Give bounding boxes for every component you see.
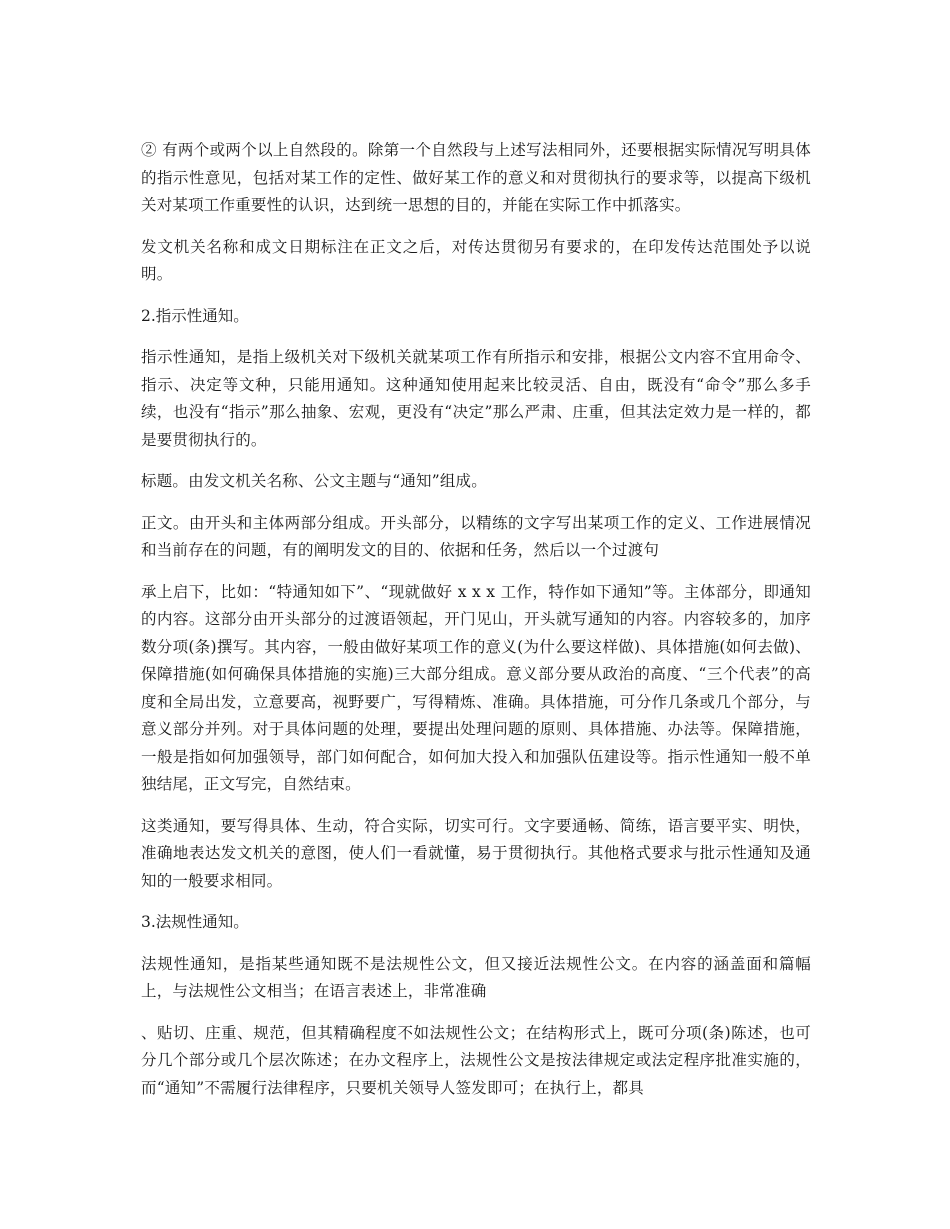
paragraph-regulatory-notice-definition: 法规性通知，是指某些通知既不是法规性公文，但又接近法规性公文。在内容的涵盖面和篇幅上，与法规性公文相当；在语言表述上，非常准确 <box>141 954 811 1000</box>
paragraph-regulatory-notice-continued: 、贴切、庄重、规范，但其精确程度不如法规性公文；在结构形式上，既可分项(条)陈述，也可分几个部分或几个层次陈述；在办文程序上，法规性公文是按法律规定或法定程序批准实施的，而“通知”不需履行法律程序，只要机关领导人签发即可；在执行上，都具 <box>141 1023 811 1097</box>
paragraph-body-opening: 正文。由开头和主体两部分组成。开头部分，以精练的文字写出某项工作的定义、工作进展情况和当前存在的问题，有的阐明发文的目的、依据和任务，然后以一个过渡句 <box>141 513 811 559</box>
paragraph-title-rule: 标题。由发文机关名称、公文主题与“通知”组成。 <box>141 472 487 490</box>
paragraph-multi-paragraph-rule: ② 有两个或两个以上自然段的。除第一个自然段与上述写法相同外，还要根据实际情况写明具体的指示性意见，包括对某工作的定性、做好某工作的意义和对贯彻执行的要求等，以提高下级机关对某项工作重要性的认识，达到统一思想的目的，并能在实际工作中抓落实。 <box>141 141 811 214</box>
section-heading-directive-notice: 2.指示性通知。 <box>141 306 249 325</box>
document-body <box>141 137 811 1116</box>
paragraph-body-main: 承上启下，比如：“特通知如下”、“现就做好 x x x 工作，特作如下通知”等。主体部分，即通知的内容。这部分由开头部分的过渡语领起，开门见山，开头就写通知的内容。内容较多的，加序数分项(条)撰写。其内容，一般由做好某项工作的意义(为什么要这样做)、具体措施(如何去做)、保障措施(如何确保具体措施的实施)三大部分组成。意义部分要从政治的高度、“三个代表”的高度和全局出发，立意要高，视野要广，写得精炼、准确。具体措施，可分作几条或几个部分，与意义部分并列。对于具体问题的处理，要提出处理问题的原则、具体措施、办法等。保障措施，一般是指如何加强领导，部门如何配合，如何加大投入和加强队伍建设等。指示性通知一般不单独结尾，正文写完，自然结束。 <box>141 582 811 793</box>
paragraph-directive-notice-definition: 指示性通知，是指上级机关对下级机关就某项工作有所指示和安排，根据公文内容不宜用命令、指示、决定等文种，只能用通知。这种通知使用起来比较灵活、自由，既没有“命令”那么多手续，也没有“指示”那么抽象、宏观，更没有“决定”那么严肃、庄重，但其法定效力是一样的，都是要贯彻执行的。 <box>141 348 811 449</box>
section-heading-regulatory-notice: 3.法规性通知。 <box>141 913 249 931</box>
paragraph-issuer-date-note: 发文机关名称和成文日期标注在正文之后，对传达贯彻另有要求的，在印发传达范围处予以说明。 <box>141 237 811 283</box>
paragraph-writing-requirements: 这类通知，要写得具体、生动，符合实际，切实可行。文字要通畅、简练，语言要平实、明快，准确地表达发文机关的意图，使人们一看就懂，易于贯彻执行。其他格式要求与批示性通知及通知的一般要求相同。 <box>141 816 811 890</box>
